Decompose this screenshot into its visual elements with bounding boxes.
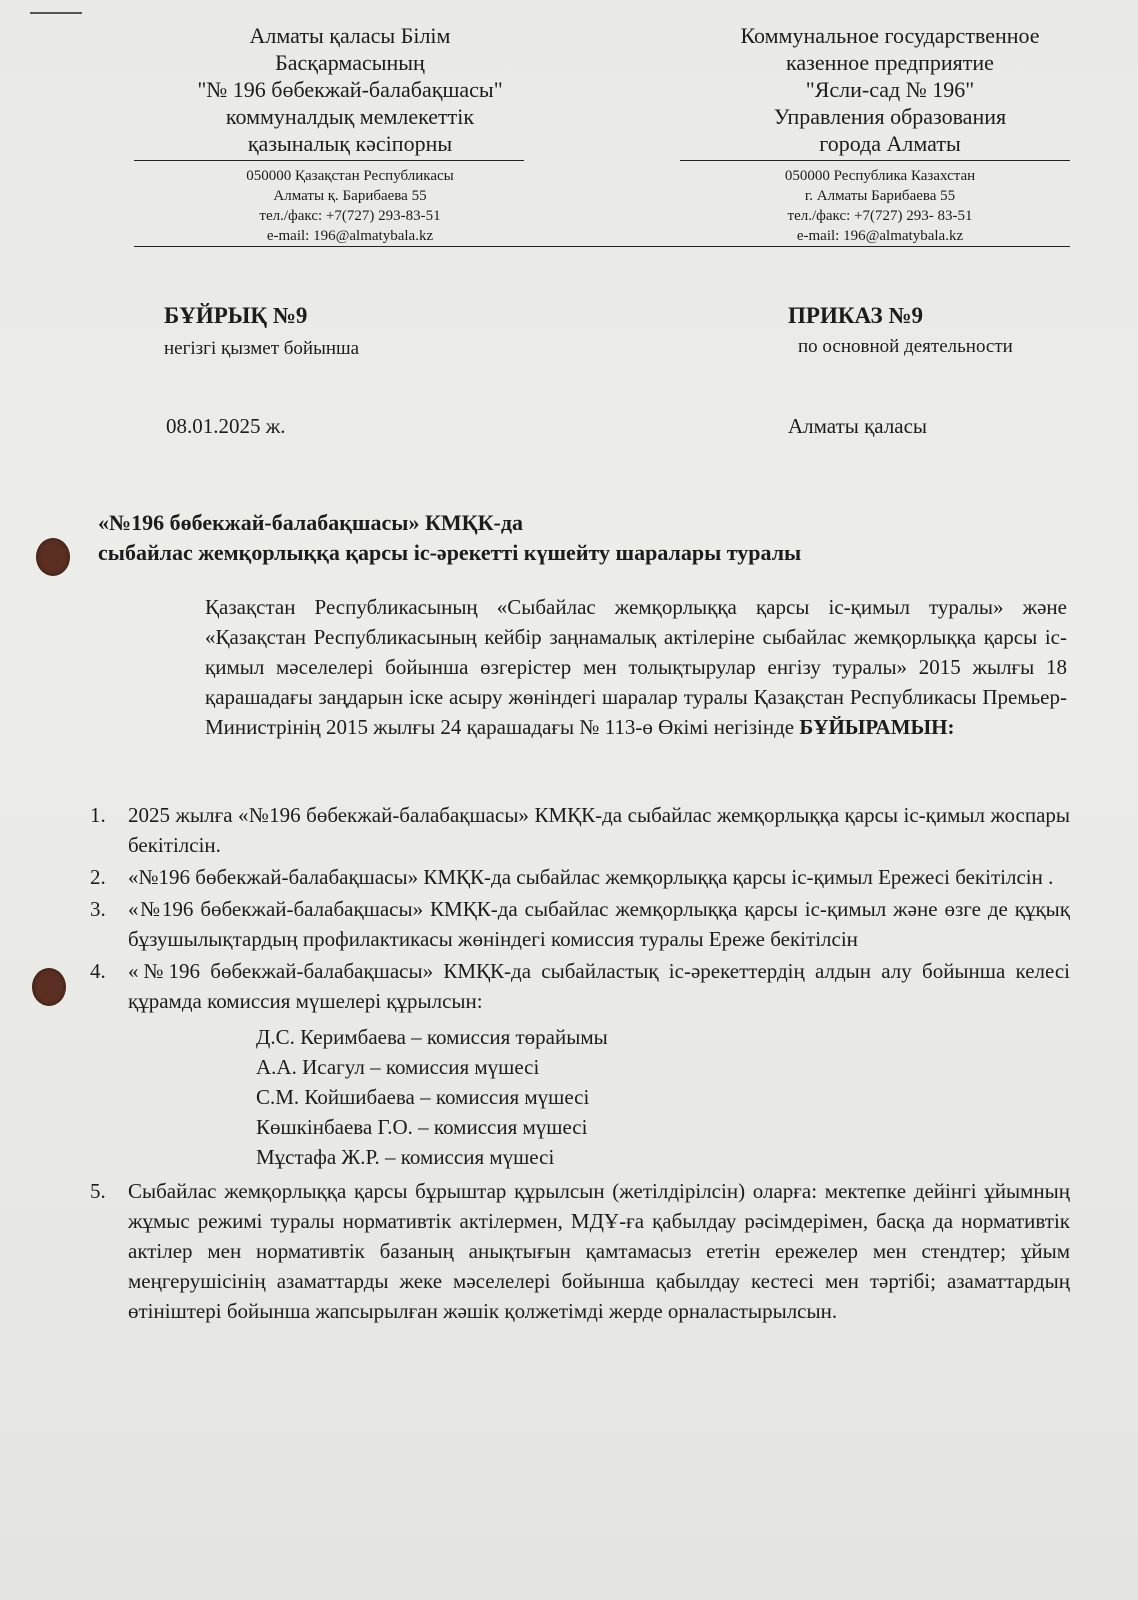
preamble-decree-word: БҰЙЫРАМЫН: — [799, 715, 955, 739]
item-number: 4. — [90, 959, 106, 983]
address-line: 050000 Республика Казахстан — [784, 168, 976, 184]
heading-line: «№196 бөбекжай-балабақшасы» КМҚК-да — [98, 510, 524, 535]
order-city: Алматы қаласы — [788, 414, 928, 438]
punch-hole — [36, 538, 70, 576]
item-number: 3. — [90, 897, 106, 921]
preamble-text: Қазақстан Республикасының «Сыбайлас жемқорлыққа қарсы іс-қимыл туралы» және «Қазақстан Республикасының кейбір заңнамалық актілеріне сыбайлас жемқорлыққа қарсы іс-қимыл мәселелері бойынша өзгерістер мен толықтырулар енгізу туралы» 2015 жылғы 18 қарашадағы заңдарын іске асыру жөніндегі шаралар туралы Қазақстан Республикасы Премьер-Министрінің 2015 жылғы 24 қарашадағы № 113-ө Өкімі негізінде — [205, 595, 1067, 739]
header-line: Управления образования — [773, 104, 1007, 129]
header-line: города Алматы — [819, 131, 961, 156]
item-text: «№196 бөбекжай-балабақшасы» КМҚК-да сыбайлас жемқорлыққа қарсы іс-қимыл Ережесі бекітілсін . — [128, 865, 1054, 889]
heading-line: сыбайлас жемқорлыққа қарсы іс-әрекетті күшейту шаралары туралы — [98, 540, 802, 565]
address-line: Алматы қ. Барибаева 55 — [273, 188, 427, 204]
item-number: 2. — [90, 865, 106, 889]
commission-member: А.А. Исагул – комиссия мүшесі — [256, 1055, 540, 1079]
header-left-org-name — [150, 22, 550, 157]
order-subtitle-kz: негізгі қызмет бойынша — [164, 338, 360, 359]
commission-members-list — [256, 1022, 1070, 1172]
header-right-address — [680, 166, 1080, 246]
order-subtitle-ru: по основной деятельности — [798, 336, 1013, 357]
list-item — [80, 1176, 1070, 1326]
item-text: «№196 бөбекжай-балабақшасы» КМҚК-да сыбайластық іс-әрекеттердің алдын алу бойынша келесі құрамда комиссия мүшелері құрылсын: — [128, 959, 1070, 1013]
header-line: "Ясли-сад № 196" — [805, 77, 975, 102]
item-text: «№196 бөбекжай-балабақшасы» КМҚК-да сыбайлас жемқорлыққа қарсы іс-қимыл және өзге де құқық бұзушылықтардың профилактикасы жөніндегі комиссия туралы Ереже бекітілсін — [128, 897, 1070, 951]
address-line: e-mail: 196@almatybala.kz — [266, 228, 434, 244]
order-items-list — [80, 800, 1070, 1328]
commission-member: Көшкінбаева Г.О. – комиссия мүшесі — [256, 1115, 588, 1139]
list-item — [80, 800, 1070, 860]
order-date: 08.01.2025 ж. — [166, 414, 286, 438]
preamble-paragraph — [205, 592, 1067, 742]
top-edge-mark — [30, 12, 82, 14]
header-line: "№ 196 бөбекжай-балабақшасы" — [197, 77, 503, 102]
item-number: 5. — [90, 1179, 106, 1203]
address-line: тел./факс: +7(727) 293-83-51 — [259, 208, 441, 224]
header-line: Коммунальное государственное — [740, 23, 1040, 48]
commission-member: Мұстафа Ж.Р. – комиссия мүшесі — [256, 1145, 555, 1169]
header-line: казенное предприятие — [786, 50, 994, 75]
header-right-org-name — [690, 22, 1090, 157]
commission-member: Д.С. Керимбаева – комиссия төрайымы — [256, 1025, 608, 1049]
header-right-divider — [680, 160, 1070, 161]
address-line: тел./факс: +7(727) 293- 83-51 — [787, 208, 973, 224]
item-number: 1. — [90, 803, 106, 827]
order-title-kz: БҰЙРЫҚ №9 — [164, 303, 308, 328]
address-line: 050000 Қазақстан Республикасы — [246, 168, 454, 184]
header-left-address — [150, 166, 550, 246]
header-left-divider — [134, 160, 524, 161]
order-heading — [98, 508, 998, 568]
list-item — [80, 862, 1070, 892]
item-text: 2025 жылға «№196 бөбекжай-балабақшасы» КМҚК-да сыбайлас жемқорлыққа қарсы іс-қимыл жоспары бекітілсін. — [128, 803, 1070, 857]
header-line: коммуналдық мемлекеттік — [225, 104, 475, 129]
header-line: Алматы қаласы Білім — [249, 23, 451, 48]
punch-hole — [32, 968, 66, 1006]
commission-member: С.М. Койшибаева – комиссия мүшесі — [256, 1085, 590, 1109]
order-title-ru: ПРИКАЗ №9 — [788, 303, 924, 328]
item-text: Сыбайлас жемқорлыққа қарсы бұрыштар құрылсын (жетілдірілсін) оларға: мектепке дейінгі ұйымның жұмыс режимі туралы нормативтік актілермен, МДҰ-ға қабылдау рәсімдерімен, басқа да нормативтік актілер мен нормативтік базаның анықтығын қамтамасыз ететін ережелер мен стендтер; ұйым меңгерушісінің азаматтарды жеке мәселелері бойынша қабылдау кестесі мен тәртібі; азаматтардың өтініштері бойынша жапсырылған жәшік қолжетімді жерде орналастырылсын. — [128, 1179, 1070, 1323]
header-line: қазыналық кәсіпорны — [247, 131, 453, 156]
address-line: e-mail: 196@almatybala.kz — [796, 228, 964, 244]
list-item — [80, 894, 1070, 954]
header-line: Басқармасының — [275, 50, 425, 75]
address-line: г. Алматы Барибаева 55 — [804, 188, 956, 204]
header-bottom-divider — [134, 246, 1070, 247]
list-item — [80, 956, 1070, 1172]
